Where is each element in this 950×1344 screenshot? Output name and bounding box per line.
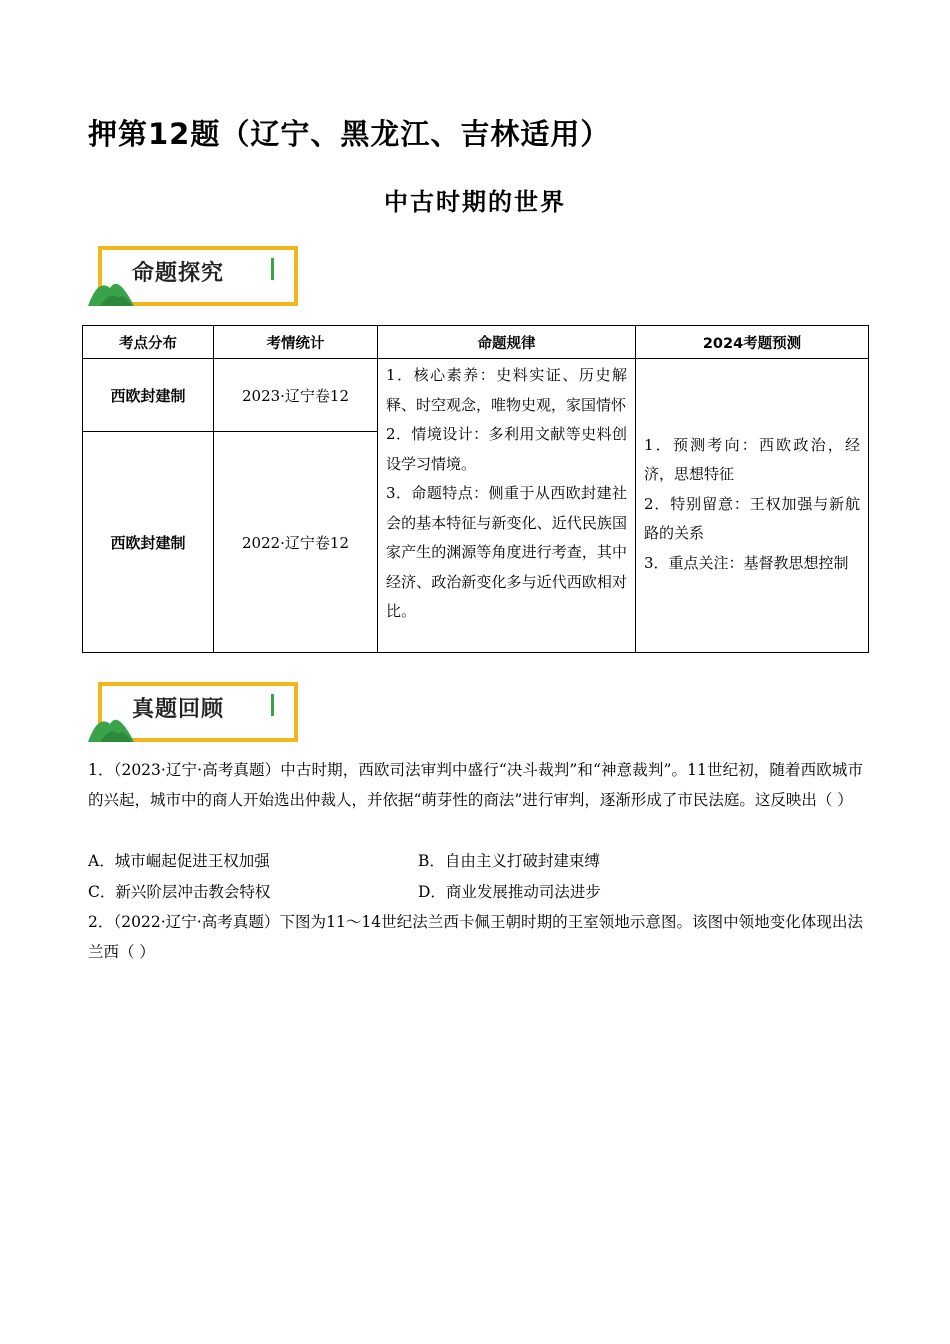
prediction-item: 3．重点关注：基督教思想控制: [644, 553, 849, 572]
prediction-item: 2．特别留意：王权加强与新航路的关系: [644, 494, 860, 543]
stat-cell: 2023·辽宁卷12: [214, 359, 378, 432]
topic-cell: 西欧封建制: [83, 432, 214, 653]
table-header-cell: 命题规律: [378, 326, 636, 359]
page-subtitle: 中古时期的世界: [384, 188, 566, 216]
prediction-item: 1．预测考向：西欧政治，经济，思想特征: [644, 435, 860, 484]
table-header-cell: 考情统计: [214, 326, 378, 359]
stat-cell: 2022·辽宁卷12: [214, 432, 378, 653]
table-header-cell: 2024考题预测: [636, 326, 869, 359]
rule-item: 3．命题特点：侧重于从西欧封建社会的基本特征与新变化、近代民族国家产生的渊源等角度进行考查，其中经济、政治新变化多与近代西欧相对比。: [386, 484, 627, 620]
table-row: [83, 359, 869, 432]
page-title: 押第12题（辽宁、黑龙江、吉林适用）: [88, 117, 611, 151]
option-c: C．新兴阶层冲击教会特权: [88, 883, 271, 901]
section-badge-explore: [88, 246, 298, 306]
hill-icon: [88, 270, 136, 308]
exam-analysis-table: [82, 325, 869, 653]
section-title-review: 真题回顾: [132, 697, 225, 722]
predictions-cell: [636, 359, 869, 653]
rule-item: 2．情境设计：多利用文献等史料创设学习情境。: [386, 425, 627, 473]
option-a: A．城市崛起促进王权加强: [88, 852, 270, 870]
hill-icon: [88, 706, 136, 744]
table-header-row: [83, 326, 869, 359]
table-header-cell: 考点分布: [83, 326, 214, 359]
rule-item: 1．核心素养：史料实证、历史解释、时空观念，唯物史观，家国情怀: [386, 366, 627, 414]
option-d: D．商业发展推动司法进步: [418, 883, 601, 901]
badge-accent-bar: [271, 258, 274, 280]
section-badge-review: [88, 682, 298, 742]
question-2: 2．（2022·辽宁·高考真题）下图为11～14世纪法兰西卡佩王朝时期的王室领地示意图。该图中领地变化体现出法兰西（ ）: [88, 913, 863, 961]
badge-accent-bar: [271, 694, 274, 716]
question-1: 1．（2023·辽宁·高考真题）中古时期，西欧司法审判中盛行“决斗裁判”和“神意裁判”。11世纪初，随着西欧城市的兴起，城市中的商人开始选出仲裁人，并依据“萌芽性的商法”进行审判，逐渐形成了市民法庭。这反映出（ ）: [88, 761, 863, 809]
option-b: B．自由主义打破封建束缚: [418, 852, 600, 870]
topic-cell: 西欧封建制: [83, 359, 214, 432]
section-title-explore: 命题探究: [132, 261, 225, 286]
rules-cell: [378, 359, 636, 653]
